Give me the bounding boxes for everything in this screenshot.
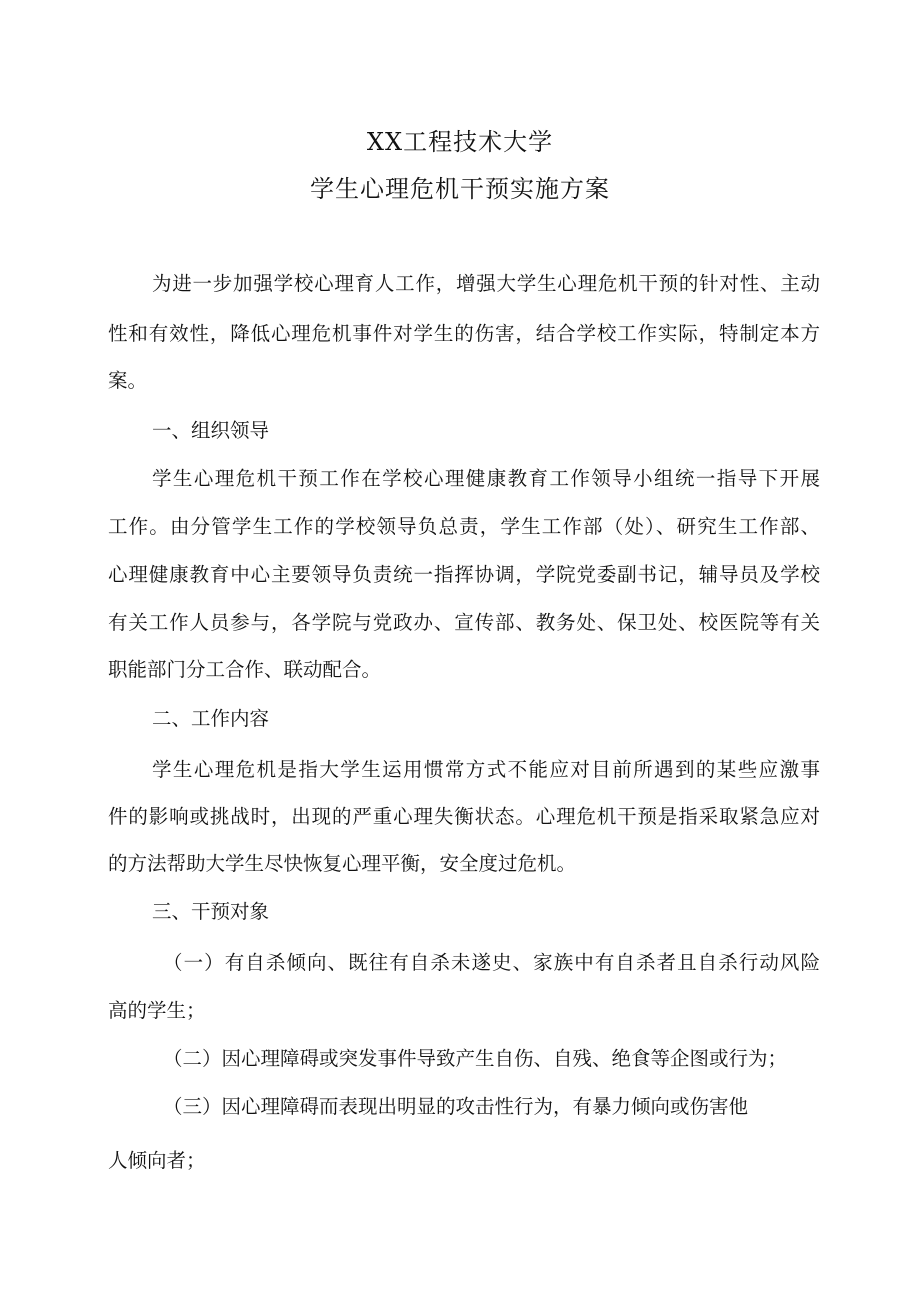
section-heading: 一、组织领导 [152, 419, 270, 442]
paragraph-line: 为进一步加强学校心理育人工作，增强大学生心理危机干预的针对性、主动 [152, 272, 820, 295]
paragraph-line: 案。 [108, 369, 148, 392]
paragraph-line: 件的影响或挑战时，出现的严重心理失衡状态。心理危机干预是指采取紧急应对 [108, 805, 820, 828]
paragraph-line: 工作。由分管学生工作的学校领导负总责，学生工作部（处）、研究生工作部、 [108, 515, 820, 538]
list-item-line: （三）因心理障碍而表现出明显的攻击性行为，有暴力倾向或伤害他 [163, 1095, 749, 1118]
list-item-line: （一）有自杀倾向、既往有自杀未遂史、家族中有自杀者且自杀行动风险 [163, 951, 820, 974]
paragraph-line: 有关工作人员参与，各学院与党政办、宣传部、教务处、保卫处、校医院等有关 [108, 611, 820, 634]
paragraph-line: 职能部门分工合作、联动配合。 [108, 658, 382, 681]
paragraph-line: 学生心理危机干预工作在学校心理健康教育工作领导小组统一指导下开展 [152, 467, 820, 490]
paragraph-line: 学生心理危机是指大学生运用惯常方式不能应对目前所遇到的某些应激事 [152, 758, 820, 781]
paragraph-line: 的方法帮助大学生尽快恢复心理平衡，安全度过危机。 [108, 852, 577, 875]
section-heading: 二、工作内容 [152, 707, 270, 730]
section-heading: 三、干预对象 [152, 900, 270, 923]
list-item-line: 高的学生； [108, 999, 206, 1022]
paragraph-line: 性和有效性，降低心理危机事件对学生的伤害，结合学校工作实际，特制定本方 [108, 322, 820, 345]
document-title-line2: 学生心理危机干预实施方案 [310, 175, 610, 203]
paragraph-line: 心理健康教育中心主要领导负责统一指挥协调，学院党委副书记，辅导员及学校 [108, 563, 820, 586]
list-item-line: （二）因心理障碍或突发事件导致产生自伤、自残、绝食等企图或行为； [163, 1047, 788, 1070]
document-title-line1: XX工程技术大学 [366, 128, 554, 156]
list-item-line: 人倾向者； [108, 1149, 206, 1172]
